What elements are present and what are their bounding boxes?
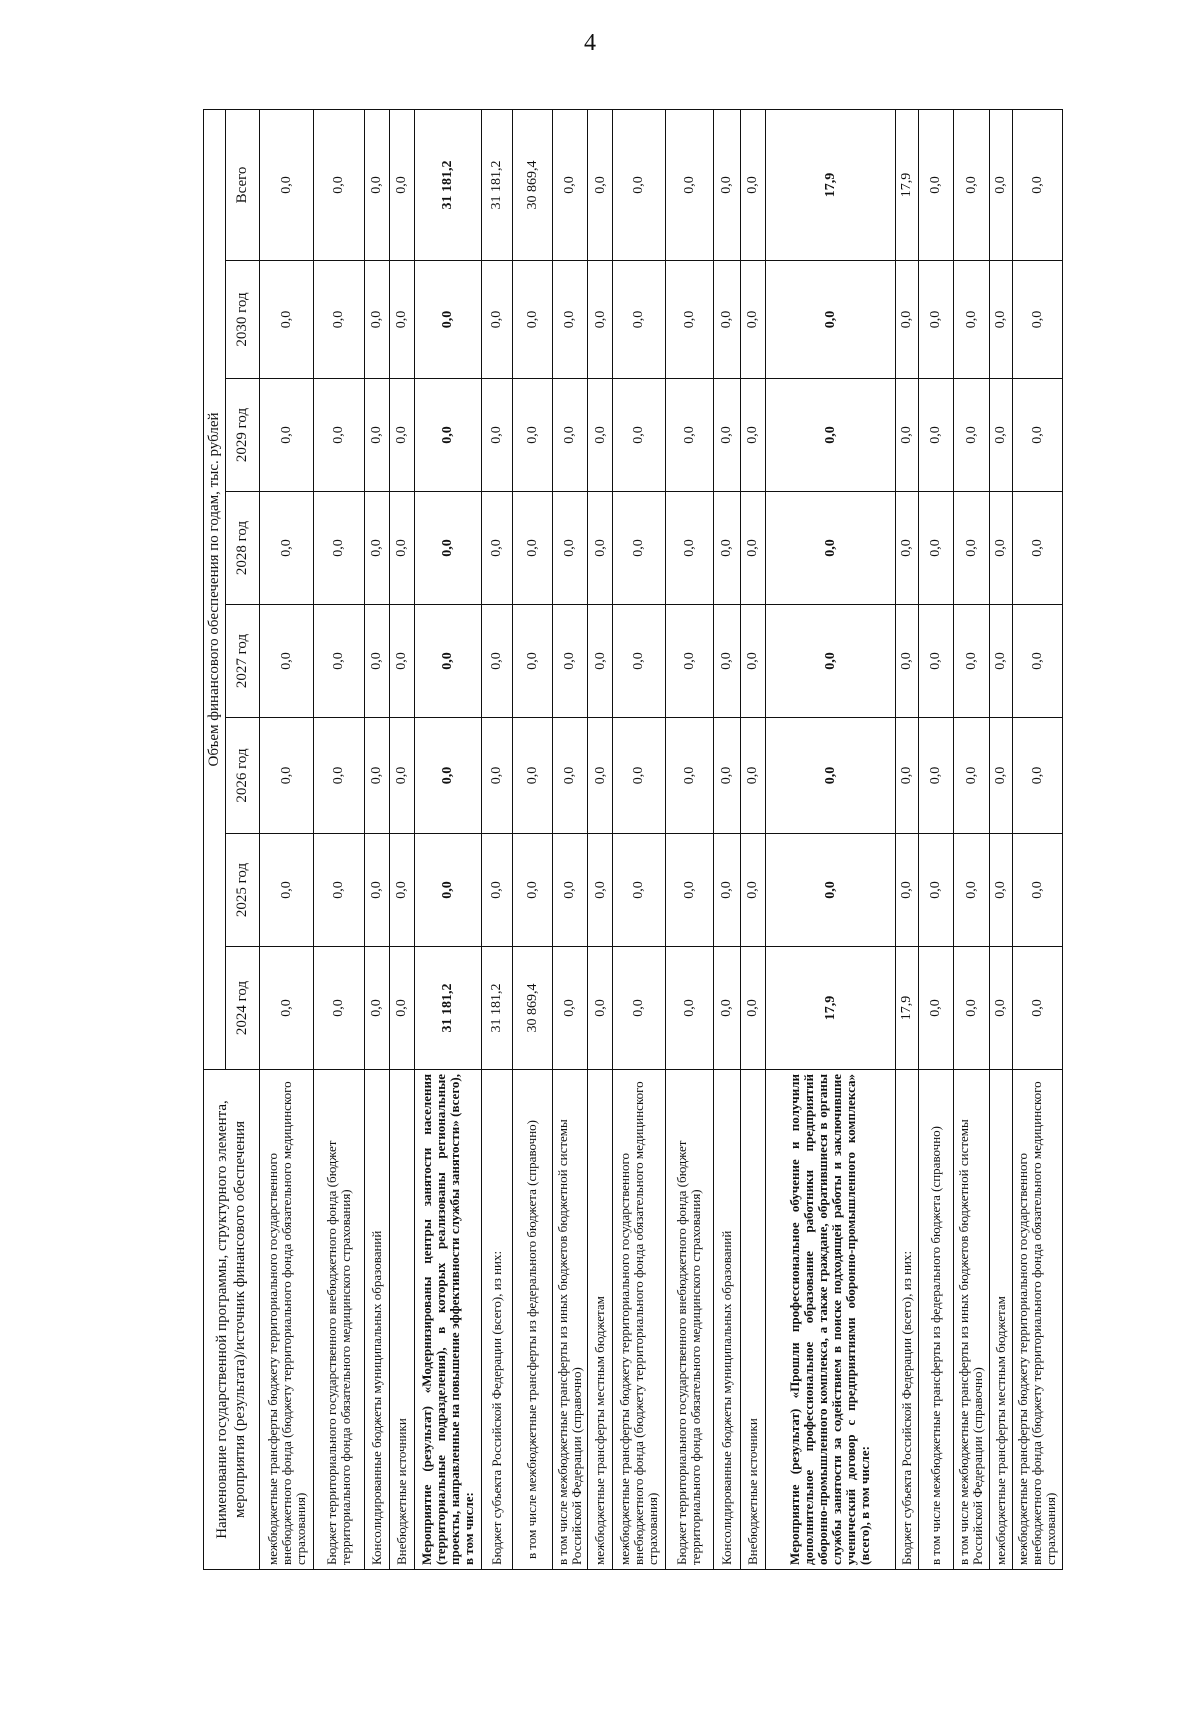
cell-value: 31 181,2 [414,947,481,1070]
cell-value: 0,0 [314,718,364,834]
cell-value: 0,0 [740,261,765,379]
header-year-2028: 2028 год [226,492,260,605]
cell-total: 0,0 [552,109,588,260]
cell-value: 0,0 [364,718,389,834]
cell-total: 0,0 [713,109,740,260]
cell-value: 0,0 [414,605,481,718]
cell-value: 0,0 [918,379,954,492]
cell-value: 0,0 [1012,834,1062,947]
cell-value: 0,0 [613,718,665,834]
cell-total: 0,0 [260,109,314,260]
header-year-2025: 2025 год [226,834,260,947]
cell-total: 0,0 [1012,109,1062,260]
cell-value: 0,0 [588,718,613,834]
cell-value: 31 181,2 [481,947,512,1070]
row-label: Внебюджетные источники [740,1070,765,1570]
cell-value: 0,0 [989,492,1012,605]
table-row [918,109,954,1569]
header-year-2024: 2024 год [226,947,260,1070]
cell-value: 0,0 [918,492,954,605]
cell-value: 0,0 [588,492,613,605]
cell-value: 0,0 [740,834,765,947]
cell-value: 0,0 [588,379,613,492]
cell-value: 0,0 [481,605,512,718]
cell-value: 0,0 [481,718,512,834]
table-row [314,109,364,1569]
cell-value: 0,0 [613,492,665,605]
cell-total: 31 181,2 [414,109,481,260]
cell-value: 0,0 [260,834,314,947]
cell-value: 0,0 [414,379,481,492]
table-row [260,109,314,1569]
cell-value: 0,0 [665,947,713,1070]
cell-value: 0,0 [713,379,740,492]
cell-value: 0,0 [513,492,553,605]
cell-value: 0,0 [314,605,364,718]
cell-value: 0,0 [665,379,713,492]
cell-value: 0,0 [1012,379,1062,492]
table-body [260,109,1063,1569]
table-row [513,109,553,1569]
cell-value: 0,0 [740,947,765,1070]
cell-value: 0,0 [895,261,918,379]
cell-value: 0,0 [481,379,512,492]
cell-value: 0,0 [613,947,665,1070]
cell-value: 0,0 [740,605,765,718]
row-label: в том числе межбюджетные трансферты из иных бюджетов бюджетной системы Российской Федерации (справочно) [552,1070,588,1570]
cell-value: 0,0 [389,261,414,379]
table-row [989,109,1012,1569]
cell-total: 0,0 [613,109,665,260]
cell-value: 0,0 [765,605,895,718]
table-row [588,109,613,1569]
cell-total: 0,0 [954,109,990,260]
cell-value: 0,0 [314,492,364,605]
table-row [414,109,481,1569]
cell-value: 0,0 [713,605,740,718]
cell-value: 0,0 [513,605,553,718]
cell-total: 0,0 [364,109,389,260]
cell-value: 0,0 [1012,947,1062,1070]
cell-value: 0,0 [552,261,588,379]
cell-value: 0,0 [989,379,1012,492]
cell-value: 0,0 [552,834,588,947]
cell-value: 0,0 [314,379,364,492]
row-label: Мероприятие (результат) «Прошли профессиональное обучение и получили дополнительное профессиональное образование работники предприятий оборонно-промышленного комплекса, а также граждане, обратившиеся в органы службы занятости за содействием в поиске подходящей работы и заключившие ученический договор с предприятиями оборонно-промышленного комплекса» (всего), в том числе: [765,1070,895,1570]
table-row [364,109,389,1569]
table-row [740,109,765,1569]
cell-value: 0,0 [765,718,895,834]
cell-value: 0,0 [552,605,588,718]
cell-value: 0,0 [414,834,481,947]
table-row [895,109,918,1569]
cell-value: 30 869,4 [513,947,553,1070]
cell-value: 0,0 [989,947,1012,1070]
cell-value: 0,0 [918,718,954,834]
cell-value: 0,0 [364,605,389,718]
header-row-group [204,109,226,1569]
cell-value: 0,0 [895,379,918,492]
cell-value: 0,0 [364,379,389,492]
cell-value: 0,0 [665,261,713,379]
header-total: Всего [226,109,260,260]
row-label: Консолидированные бюджеты муниципальных образований [364,1070,389,1570]
cell-value: 0,0 [414,492,481,605]
cell-value: 0,0 [895,718,918,834]
row-label: Консолидированные бюджеты муниципальных образований [713,1070,740,1570]
cell-value: 0,0 [513,379,553,492]
cell-value: 0,0 [364,261,389,379]
cell-value: 0,0 [389,834,414,947]
cell-value: 0,0 [314,834,364,947]
cell-value: 0,0 [954,379,990,492]
cell-value: 0,0 [364,834,389,947]
header-year-2030: 2030 год [226,261,260,379]
table-row [613,109,665,1569]
cell-value: 0,0 [389,947,414,1070]
table-row [389,109,414,1569]
cell-value: 0,0 [260,492,314,605]
table-row [1012,109,1062,1569]
table-row [481,109,512,1569]
cell-value: 0,0 [1012,492,1062,605]
table-row [765,109,895,1569]
cell-value: 0,0 [260,261,314,379]
cell-value: 0,0 [481,261,512,379]
cell-value: 0,0 [613,834,665,947]
cell-value: 0,0 [513,834,553,947]
cell-total: 17,9 [895,109,918,260]
cell-value: 0,0 [613,379,665,492]
cell-value: 0,0 [588,947,613,1070]
row-label: в том числе межбюджетные трансферты из федерального бюджета (справочно) [918,1070,954,1570]
row-label: Мероприятие (результат) «Модернизированы центры занятости населения (территориальные подразделения), в которых реализованы региональные проекты, направленные на повышение эффективности службы занятости» (всего), в том числе: [414,1070,481,1570]
row-label: Бюджет субъекта Российской Федерации (всего), из них: [895,1070,918,1570]
cell-value: 0,0 [414,261,481,379]
cell-value: 0,0 [260,947,314,1070]
cell-value: 0,0 [414,718,481,834]
cell-total: 17,9 [765,109,895,260]
header-year-2029: 2029 год [226,379,260,492]
row-label: Бюджет территориального государственного внебюджетного фонда (бюджет территориального фонда обязательного медицинского страхования) [314,1070,364,1570]
row-label: в том числе межбюджетные трансферты из федерального бюджета (справочно) [513,1070,553,1570]
cell-value: 0,0 [665,718,713,834]
rotated-table-container [203,110,1063,1570]
table-row [954,109,990,1569]
header-funding-group: Объем финансового обеспечения по годам, тыс. рублей [204,109,226,1069]
row-label: межбюджетные трансферты местным бюджетам [588,1070,613,1570]
cell-value: 0,0 [665,492,713,605]
cell-total: 0,0 [989,109,1012,260]
cell-total: 0,0 [389,109,414,260]
cell-value: 0,0 [765,379,895,492]
cell-value: 0,0 [481,492,512,605]
cell-value: 0,0 [481,834,512,947]
table-row [552,109,588,1569]
cell-value: 0,0 [588,834,613,947]
cell-value: 0,0 [713,947,740,1070]
header-year-2027: 2027 год [226,605,260,718]
cell-value: 0,0 [665,834,713,947]
cell-value: 0,0 [552,718,588,834]
cell-value: 0,0 [260,605,314,718]
cell-value: 0,0 [740,718,765,834]
header-year-2026: 2026 год [226,718,260,834]
cell-value: 0,0 [765,261,895,379]
cell-value: 0,0 [954,492,990,605]
cell-value: 0,0 [954,605,990,718]
cell-value: 0,0 [713,492,740,605]
row-label: межбюджетные трансферты бюджету территориального государственного внебюджетного фонда (бюджету территориального фонда обязательного медицинского страхования) [613,1070,665,1570]
row-label: Внебюджетные источники [389,1070,414,1570]
cell-value: 0,0 [552,947,588,1070]
cell-value: 0,0 [895,834,918,947]
cell-value: 0,0 [954,261,990,379]
row-label: Бюджет территориального государственного внебюджетного фонда (бюджет территориального фонда обязательного медицинского страхования) [665,1070,713,1570]
cell-value: 17,9 [895,947,918,1070]
header-name-column: Наименование государственной программы, структурного элемента, мероприятия (результата)/источник финансового обеспечения [204,1070,260,1570]
cell-value: 0,0 [713,834,740,947]
cell-value: 0,0 [918,605,954,718]
table-row [713,109,740,1569]
cell-value: 0,0 [989,718,1012,834]
table-row [665,109,713,1569]
cell-value: 0,0 [989,834,1012,947]
row-label: межбюджетные трансферты бюджету территориального государственного внебюджетного фонда (бюджету территориального фонда обязательного медицинского страхования) [1012,1070,1062,1570]
row-label: межбюджетные трансферты бюджету территориального государственного внебюджетного фонда (бюджету территориального фонда обязательного медицинского страхования) [260,1070,314,1570]
cell-value: 0,0 [513,261,553,379]
cell-value: 0,0 [1012,605,1062,718]
cell-value: 0,0 [989,605,1012,718]
cell-value: 0,0 [364,492,389,605]
cell-value: 0,0 [954,947,990,1070]
cell-value: 0,0 [552,492,588,605]
cell-value: 0,0 [613,605,665,718]
cell-value: 0,0 [389,379,414,492]
cell-value: 0,0 [665,605,713,718]
cell-value: 0,0 [1012,718,1062,834]
row-label: в том числе межбюджетные трансферты из иных бюджетов бюджетной системы Российской Федерации (справочно) [954,1070,990,1570]
cell-value: 0,0 [588,261,613,379]
cell-value: 17,9 [765,947,895,1070]
financing-table [203,109,1063,1570]
cell-value: 0,0 [260,379,314,492]
cell-value: 0,0 [740,379,765,492]
cell-total: 0,0 [314,109,364,260]
cell-value: 0,0 [364,947,389,1070]
cell-value: 0,0 [588,605,613,718]
cell-total: 0,0 [665,109,713,260]
cell-value: 0,0 [389,605,414,718]
cell-value: 0,0 [1012,261,1062,379]
cell-value: 0,0 [918,947,954,1070]
cell-value: 0,0 [314,947,364,1070]
cell-value: 0,0 [918,834,954,947]
cell-value: 0,0 [989,261,1012,379]
cell-total: 0,0 [740,109,765,260]
cell-value: 0,0 [260,718,314,834]
cell-value: 0,0 [765,492,895,605]
cell-value: 0,0 [765,834,895,947]
cell-value: 0,0 [513,718,553,834]
cell-total: 30 869,4 [513,109,553,260]
cell-total: 0,0 [588,109,613,260]
page-number: 4 [584,30,596,56]
cell-value: 0,0 [895,492,918,605]
cell-value: 0,0 [895,605,918,718]
cell-value: 0,0 [918,261,954,379]
cell-total: 31 181,2 [481,109,512,260]
cell-value: 0,0 [552,379,588,492]
cell-total: 0,0 [918,109,954,260]
cell-value: 0,0 [954,718,990,834]
cell-value: 0,0 [713,718,740,834]
cell-value: 0,0 [740,492,765,605]
cell-value: 0,0 [954,834,990,947]
row-label: межбюджетные трансферты местным бюджетам [989,1070,1012,1570]
cell-value: 0,0 [613,261,665,379]
cell-value: 0,0 [314,261,364,379]
cell-value: 0,0 [713,261,740,379]
row-label: Бюджет субъекта Российской Федерации (всего), из них: [481,1070,512,1570]
cell-value: 0,0 [389,492,414,605]
cell-value: 0,0 [389,718,414,834]
